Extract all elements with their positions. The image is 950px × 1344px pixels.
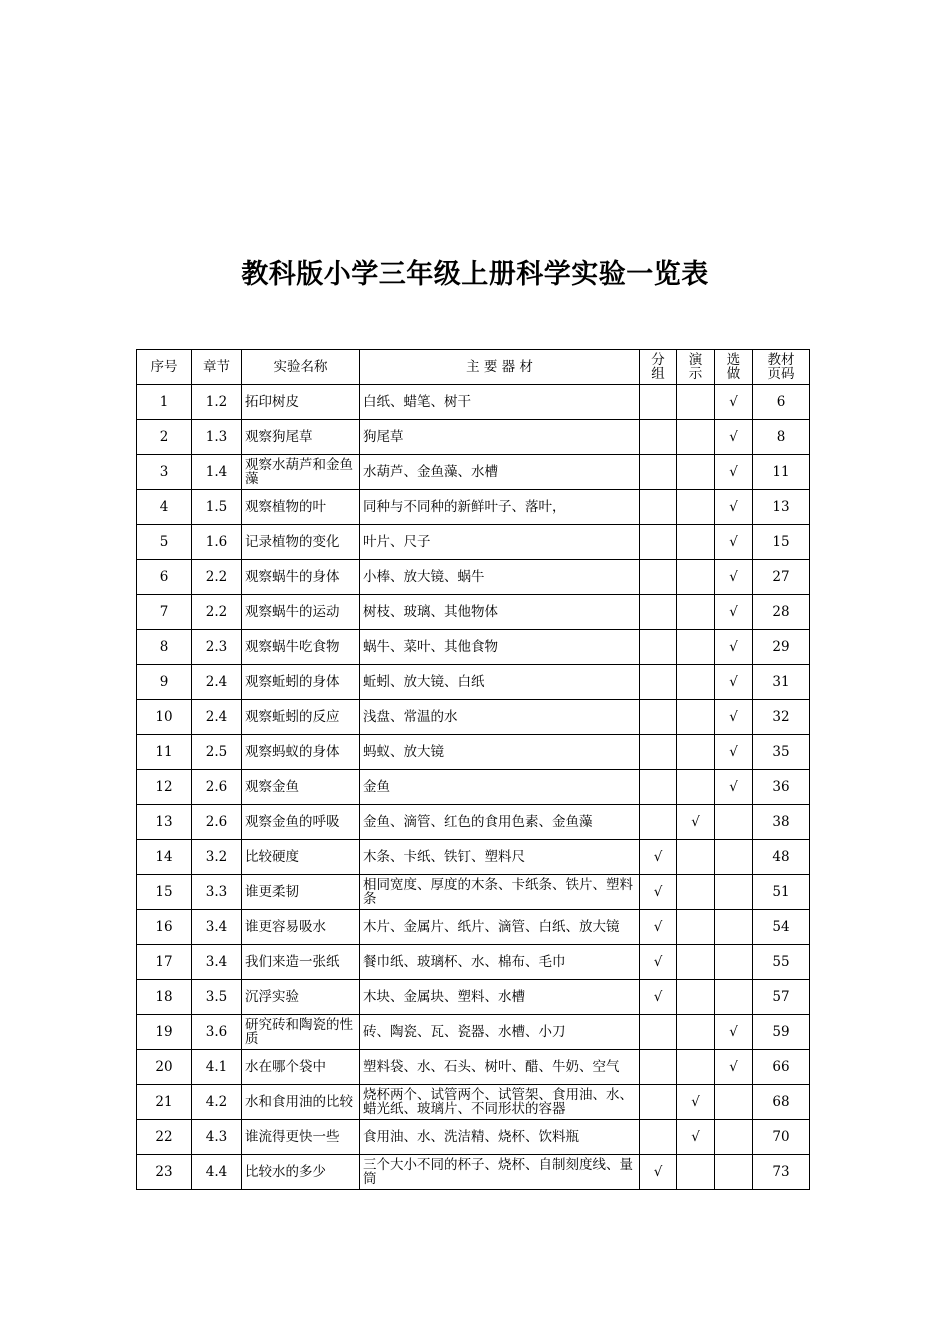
cell-page: 11 (753, 455, 810, 490)
table-row (137, 595, 810, 630)
cell-group: √ (640, 1155, 677, 1190)
cell-optional: √ (715, 735, 753, 770)
cell-materials: 叶片、尺子 (360, 525, 640, 560)
cell-optional: √ (715, 525, 753, 560)
cell-no: 9 (137, 665, 192, 700)
cell-page: 6 (753, 385, 810, 420)
cell-materials: 小棒、放大镜、蜗牛 (360, 560, 640, 595)
cell-demo (677, 665, 715, 700)
cell-no: 14 (137, 840, 192, 875)
cell-optional (715, 805, 753, 840)
cell-group (640, 770, 677, 805)
cell-page: 36 (753, 770, 810, 805)
cell-group (640, 1050, 677, 1085)
cell-materials: 餐巾纸、玻璃杯、水、棉布、毛巾 (360, 945, 640, 980)
cell-page: 29 (753, 630, 810, 665)
cell-group (640, 735, 677, 770)
cell-demo (677, 525, 715, 560)
cell-page: 31 (753, 665, 810, 700)
cell-page: 28 (753, 595, 810, 630)
cell-demo (677, 630, 715, 665)
cell-materials: 金鱼、滴管、红色的食用色素、金鱼藻 (360, 805, 640, 840)
cell-name: 水在哪个袋中 (242, 1050, 360, 1085)
cell-demo (677, 490, 715, 525)
cell-chapter: 3.3 (192, 875, 242, 910)
cell-no: 16 (137, 910, 192, 945)
cell-chapter: 2.6 (192, 805, 242, 840)
cell-group (640, 805, 677, 840)
cell-optional (715, 840, 753, 875)
cell-optional (715, 1085, 753, 1120)
cell-name: 水和食用油的比较 (242, 1085, 360, 1120)
cell-materials: 三个大小不同的杯子、烧杯、自制刻度线、量筒 (360, 1155, 640, 1190)
cell-materials: 狗尾草 (360, 420, 640, 455)
cell-page: 54 (753, 910, 810, 945)
cell-demo (677, 735, 715, 770)
table-row (137, 910, 810, 945)
cell-chapter: 2.4 (192, 700, 242, 735)
table-row (137, 945, 810, 980)
header-cell-group: 分 组 (640, 350, 677, 385)
cell-chapter: 2.2 (192, 560, 242, 595)
cell-name: 沉浮实验 (242, 980, 360, 1015)
cell-name: 观察蜗牛的运动 (242, 595, 360, 630)
cell-name: 比较水的多少 (242, 1155, 360, 1190)
cell-demo (677, 910, 715, 945)
cell-page: 68 (753, 1085, 810, 1120)
cell-materials: 树枝、玻璃、其他物体 (360, 595, 640, 630)
cell-name: 拓印树皮 (242, 385, 360, 420)
cell-no: 21 (137, 1085, 192, 1120)
cell-group: √ (640, 945, 677, 980)
table-row (137, 630, 810, 665)
cell-materials: 木块、金属块、塑料、水槽 (360, 980, 640, 1015)
cell-page: 70 (753, 1120, 810, 1155)
table-row (137, 980, 810, 1015)
cell-chapter: 2.3 (192, 630, 242, 665)
cell-chapter: 2.2 (192, 595, 242, 630)
cell-materials: 蚂蚁、放大镜 (360, 735, 640, 770)
cell-materials: 金鱼 (360, 770, 640, 805)
cell-group (640, 1015, 677, 1050)
cell-materials: 蚯蚓、放大镜、白纸 (360, 665, 640, 700)
cell-chapter: 3.5 (192, 980, 242, 1015)
page-title: 教科版小学三年级上册科学实验一览表 (241, 259, 709, 290)
header-cell-optional: 选 做 (715, 350, 753, 385)
cell-optional (715, 1155, 753, 1190)
cell-materials: 水葫芦、金鱼藻、水槽 (360, 455, 640, 490)
table-body (137, 385, 810, 1190)
cell-chapter: 3.6 (192, 1015, 242, 1050)
cell-chapter: 4.2 (192, 1085, 242, 1120)
header-cell-no: 序号 (137, 350, 192, 385)
cell-materials: 砖、陶瓷、瓦、瓷器、水槽、小刀 (360, 1015, 640, 1050)
table-row (137, 1120, 810, 1155)
cell-group (640, 455, 677, 490)
cell-no: 5 (137, 525, 192, 560)
cell-optional: √ (715, 595, 753, 630)
table-row (137, 770, 810, 805)
cell-optional (715, 1120, 753, 1155)
cell-page: 59 (753, 1015, 810, 1050)
table-header-row (137, 350, 810, 385)
cell-demo: √ (677, 1085, 715, 1120)
cell-optional (715, 875, 753, 910)
table-row (137, 875, 810, 910)
cell-no: 2 (137, 420, 192, 455)
cell-page: 32 (753, 700, 810, 735)
cell-optional: √ (715, 665, 753, 700)
cell-no: 19 (137, 1015, 192, 1050)
table-row (137, 490, 810, 525)
cell-page: 15 (753, 525, 810, 560)
cell-page: 27 (753, 560, 810, 595)
table-row (137, 1155, 810, 1190)
cell-name: 观察蚂蚁的身体 (242, 735, 360, 770)
cell-name: 观察金鱼的呼吸 (242, 805, 360, 840)
cell-demo: √ (677, 805, 715, 840)
cell-no: 15 (137, 875, 192, 910)
cell-name: 观察蜗牛的身体 (242, 560, 360, 595)
cell-group: √ (640, 875, 677, 910)
cell-page: 48 (753, 840, 810, 875)
cell-name: 比较硬度 (242, 840, 360, 875)
cell-no: 10 (137, 700, 192, 735)
cell-materials: 木条、卡纸、铁钉、塑料尺 (360, 840, 640, 875)
cell-chapter: 3.4 (192, 910, 242, 945)
cell-group (640, 420, 677, 455)
cell-demo (677, 420, 715, 455)
cell-chapter: 4.4 (192, 1155, 242, 1190)
cell-name: 观察蚯蚓的身体 (242, 665, 360, 700)
cell-page: 66 (753, 1050, 810, 1085)
cell-demo (677, 1015, 715, 1050)
cell-optional: √ (715, 770, 753, 805)
cell-name: 记录植物的变化 (242, 525, 360, 560)
cell-optional: √ (715, 490, 753, 525)
table-row (137, 840, 810, 875)
cell-chapter: 3.4 (192, 945, 242, 980)
cell-optional: √ (715, 1015, 753, 1050)
cell-chapter: 1.6 (192, 525, 242, 560)
header-cell-demo: 演 示 (677, 350, 715, 385)
cell-group (640, 595, 677, 630)
cell-group (640, 1085, 677, 1120)
cell-demo (677, 1155, 715, 1190)
table-row (137, 420, 810, 455)
cell-materials: 塑料袋、水、石头、树叶、醋、牛奶、空气 (360, 1050, 640, 1085)
cell-demo (677, 875, 715, 910)
cell-group (640, 700, 677, 735)
cell-optional: √ (715, 420, 753, 455)
cell-materials: 木片、金属片、纸片、滴管、白纸、放大镜 (360, 910, 640, 945)
table-row (137, 735, 810, 770)
cell-no: 22 (137, 1120, 192, 1155)
cell-chapter: 4.1 (192, 1050, 242, 1085)
cell-no: 12 (137, 770, 192, 805)
cell-name: 观察植物的叶 (242, 490, 360, 525)
cell-page: 8 (753, 420, 810, 455)
cell-demo (677, 700, 715, 735)
cell-optional (715, 945, 753, 980)
cell-name: 研究砖和陶瓷的性质 (242, 1015, 360, 1050)
cell-group (640, 525, 677, 560)
cell-page: 35 (753, 735, 810, 770)
cell-demo (677, 770, 715, 805)
cell-demo (677, 840, 715, 875)
cell-optional: √ (715, 700, 753, 735)
cell-materials: 烧杯两个、试管两个、试管架、食用油、水、蜡光纸、玻璃片、不同形状的容器 (360, 1085, 640, 1120)
cell-no: 17 (137, 945, 192, 980)
cell-name: 谁更柔韧 (242, 875, 360, 910)
cell-materials: 浅盘、常温的水 (360, 700, 640, 735)
cell-no: 23 (137, 1155, 192, 1190)
cell-group (640, 665, 677, 700)
table-row (137, 665, 810, 700)
table-row (137, 1015, 810, 1050)
cell-group: √ (640, 840, 677, 875)
cell-chapter: 1.5 (192, 490, 242, 525)
cell-page: 13 (753, 490, 810, 525)
cell-materials: 同种与不同种的新鲜叶子、落叶， (360, 490, 640, 525)
cell-name: 谁更容易吸水 (242, 910, 360, 945)
cell-group (640, 1120, 677, 1155)
cell-name: 观察蜗牛吃食物 (242, 630, 360, 665)
cell-demo (677, 560, 715, 595)
cell-no: 13 (137, 805, 192, 840)
cell-materials: 食用油、水、洗洁精、烧杯、饮料瓶 (360, 1120, 640, 1155)
header-cell-name: 实验名称 (242, 350, 360, 385)
cell-chapter: 2.6 (192, 770, 242, 805)
cell-group: √ (640, 980, 677, 1015)
table-row (137, 805, 810, 840)
table-row (137, 385, 810, 420)
cell-optional: √ (715, 560, 753, 595)
table-row (137, 455, 810, 490)
header-cell-materials: 主 要 器 材 (360, 350, 640, 385)
cell-name: 我们来造一张纸 (242, 945, 360, 980)
cell-demo (677, 945, 715, 980)
cell-group: √ (640, 910, 677, 945)
cell-optional: √ (715, 455, 753, 490)
cell-chapter: 2.5 (192, 735, 242, 770)
cell-name: 谁流得更快一些 (242, 1120, 360, 1155)
cell-no: 18 (137, 980, 192, 1015)
cell-materials: 蜗牛、菜叶、其他食物 (360, 630, 640, 665)
cell-chapter: 2.4 (192, 665, 242, 700)
cell-name: 观察水葫芦和金鱼藻 (242, 455, 360, 490)
cell-no: 3 (137, 455, 192, 490)
cell-chapter: 1.3 (192, 420, 242, 455)
cell-group (640, 560, 677, 595)
cell-group (640, 385, 677, 420)
cell-demo (677, 980, 715, 1015)
cell-demo (677, 385, 715, 420)
cell-chapter: 1.4 (192, 455, 242, 490)
cell-demo (677, 1050, 715, 1085)
cell-group (640, 490, 677, 525)
cell-name: 观察狗尾草 (242, 420, 360, 455)
cell-page: 51 (753, 875, 810, 910)
cell-chapter: 3.2 (192, 840, 242, 875)
cell-optional: √ (715, 385, 753, 420)
cell-group (640, 630, 677, 665)
cell-page: 57 (753, 980, 810, 1015)
cell-optional (715, 980, 753, 1015)
cell-optional: √ (715, 1050, 753, 1085)
cell-no: 1 (137, 385, 192, 420)
cell-materials: 白纸、蜡笔、树干 (360, 385, 640, 420)
cell-name: 观察金鱼 (242, 770, 360, 805)
header-cell-chapter: 章节 (192, 350, 242, 385)
cell-optional (715, 910, 753, 945)
cell-demo (677, 455, 715, 490)
cell-materials: 相同宽度、厚度的木条、卡纸条、铁片、塑料条 (360, 875, 640, 910)
cell-no: 7 (137, 595, 192, 630)
cell-chapter: 1.2 (192, 385, 242, 420)
cell-no: 4 (137, 490, 192, 525)
table-row (137, 525, 810, 560)
cell-page: 38 (753, 805, 810, 840)
cell-page: 55 (753, 945, 810, 980)
cell-no: 20 (137, 1050, 192, 1085)
cell-name: 观察蚯蚓的反应 (242, 700, 360, 735)
header-cell-page: 教材 页码 (753, 350, 810, 385)
cell-demo: √ (677, 1120, 715, 1155)
table-row (137, 700, 810, 735)
table-row (137, 560, 810, 595)
cell-demo (677, 595, 715, 630)
cell-no: 8 (137, 630, 192, 665)
table-row (137, 1050, 810, 1085)
cell-no: 11 (137, 735, 192, 770)
cell-optional: √ (715, 630, 753, 665)
experiment-table (136, 349, 810, 1190)
cell-page: 73 (753, 1155, 810, 1190)
table-row (137, 1085, 810, 1120)
cell-no: 6 (137, 560, 192, 595)
cell-chapter: 4.3 (192, 1120, 242, 1155)
